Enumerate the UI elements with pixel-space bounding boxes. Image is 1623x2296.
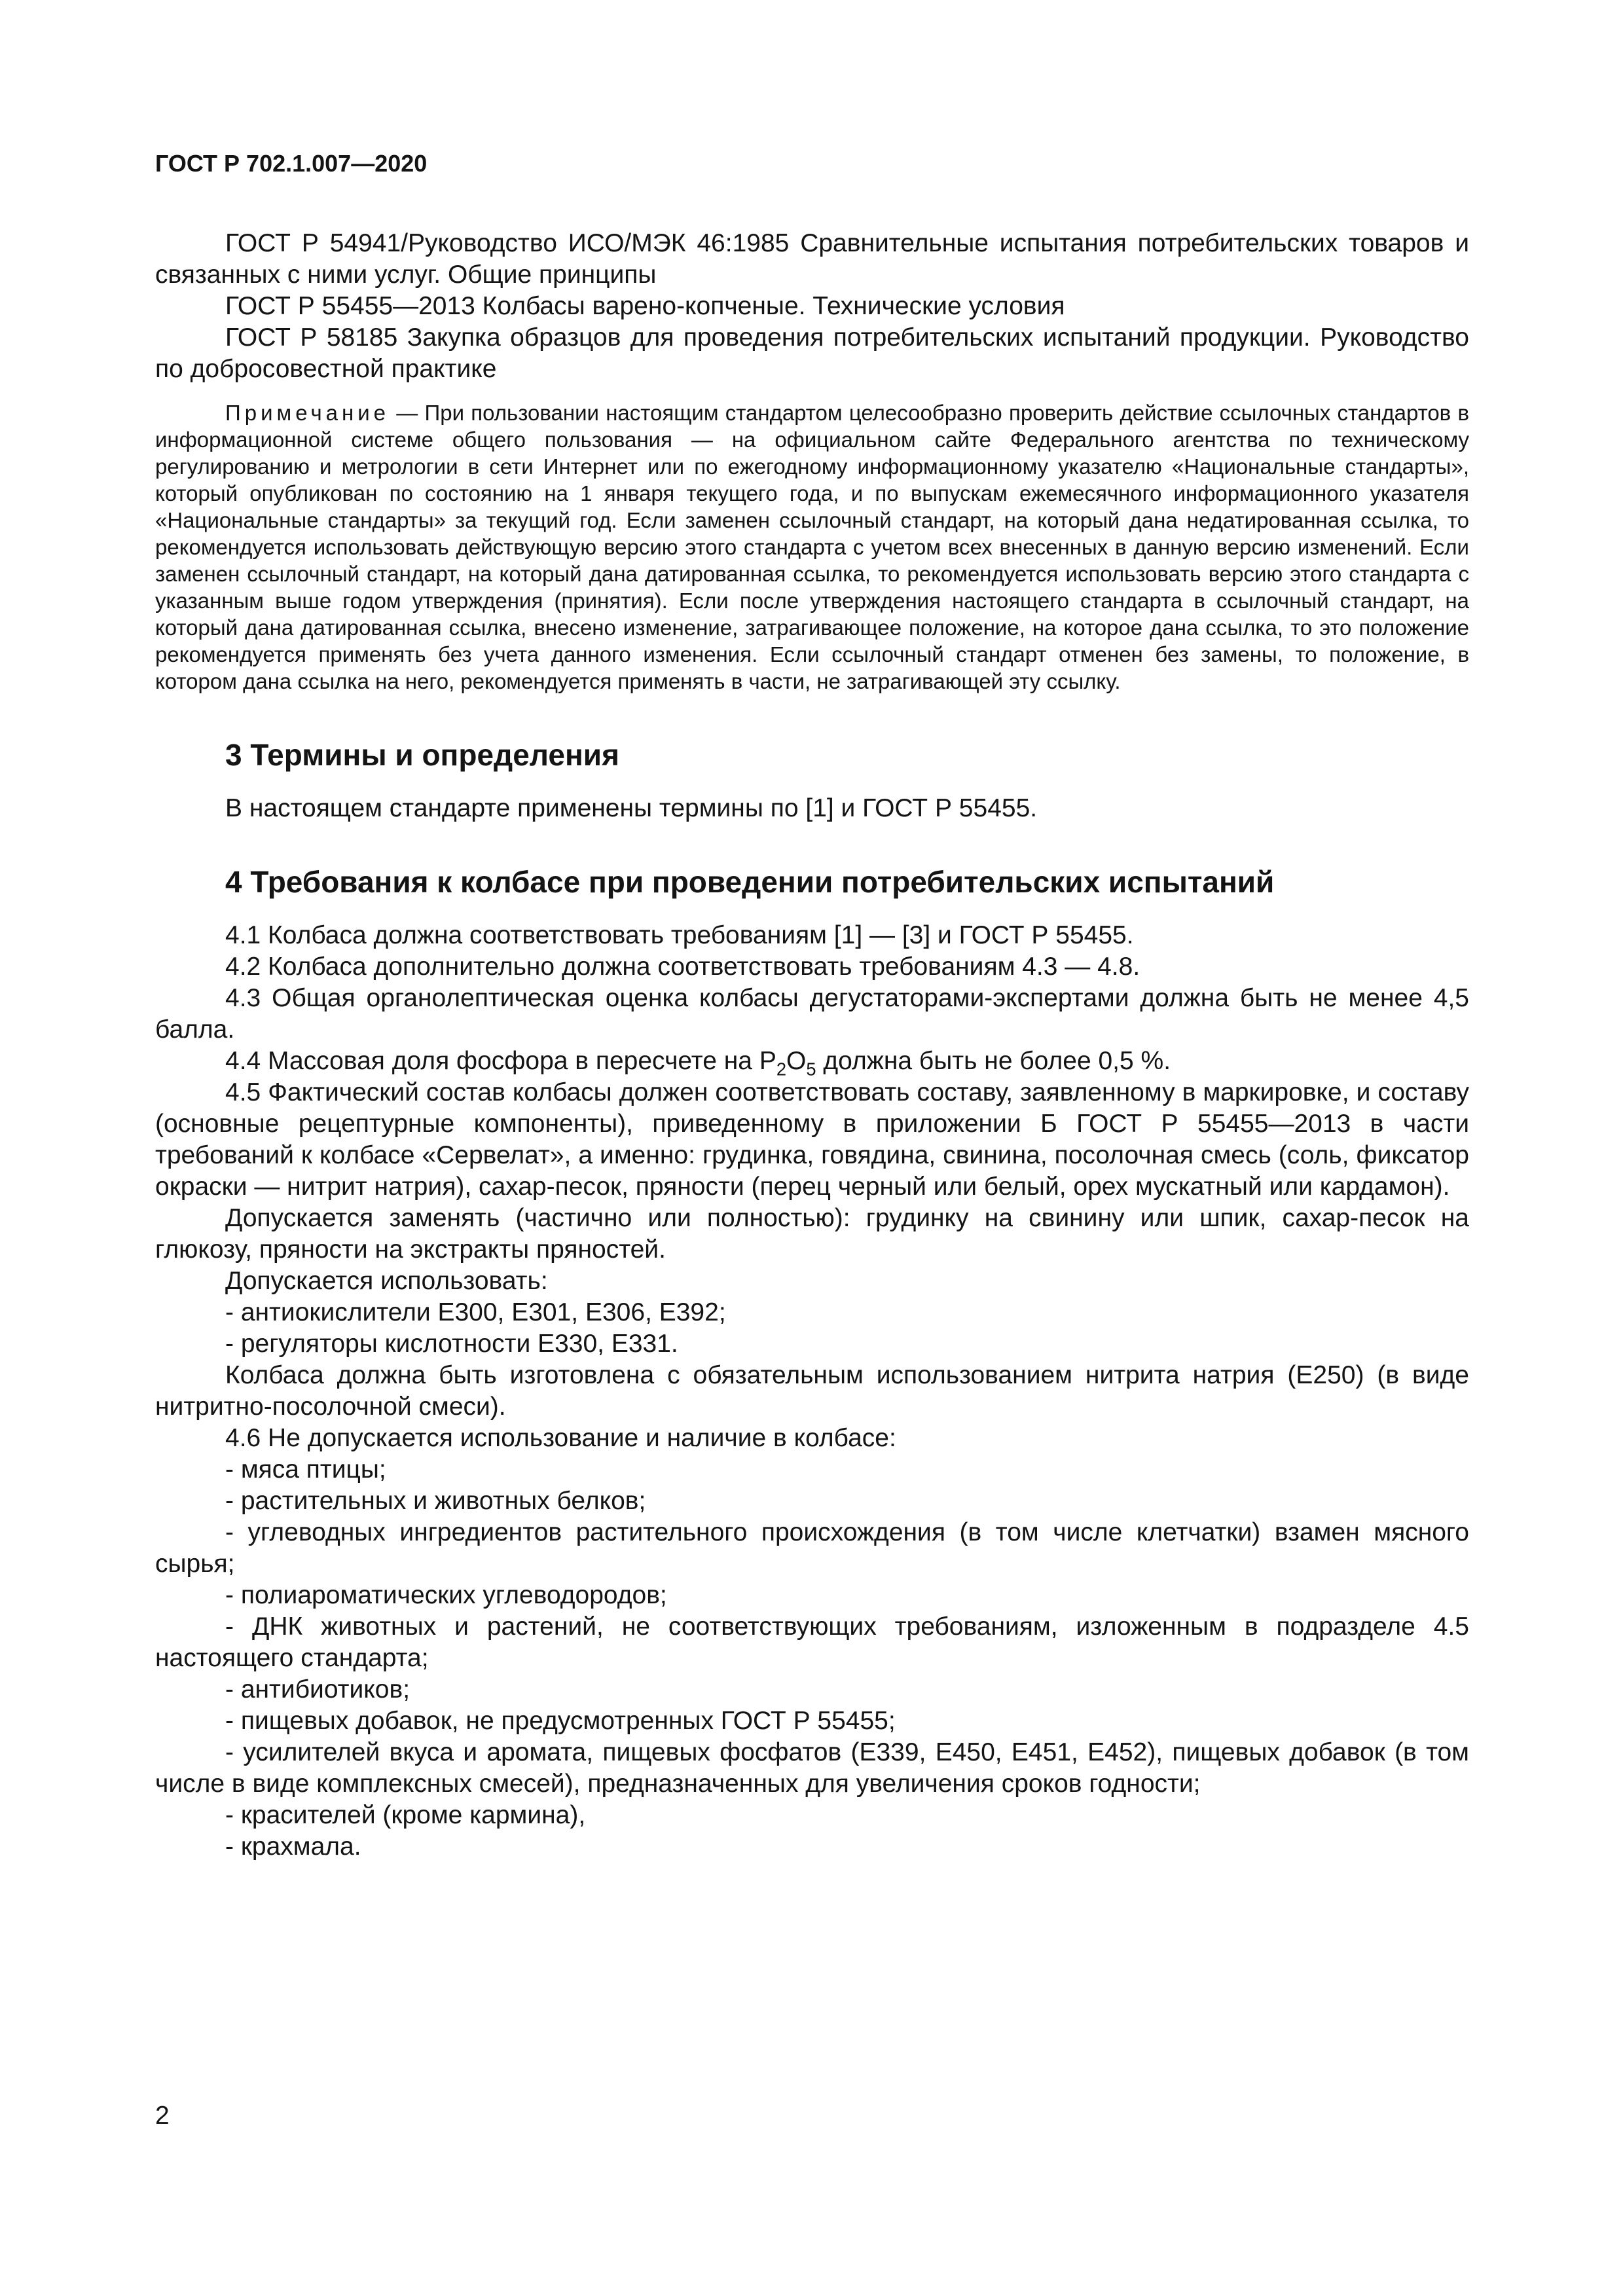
nitrite-paragraph: Колбаса должна быть изготовлена с обязательным использованием нитрита натрия (Е250) (в виде нитритно-посолочной смеси). — [155, 1361, 1469, 1421]
clause-4-1: 4.1 Колбаса должна соответствовать требованиям [1] — [3] и ГОСТ Р 55455. — [225, 921, 1134, 949]
formula-subscript: 5 — [806, 1059, 816, 1080]
list-item: - антиокислители Е300, Е301, Е306, Е392; — [225, 1298, 726, 1326]
replacement-paragraph: Допускается заменять (частично или полностью): грудинку на свинину или шпик, сахар-песок на глюкозу, пряности на экстракты пряностей. — [155, 1204, 1469, 1264]
list-item: - антибиотиков; — [225, 1675, 410, 1704]
clause-4-3: 4.3 Общая органолептическая оценка колбасы дегустаторами-экспертами должна быть не менее 4,5 балла. — [155, 984, 1469, 1044]
formula-subscript: 2 — [776, 1059, 787, 1080]
clause-4-4-before: 4.4 Массовая доля фосфора в пересчете на P — [225, 1047, 776, 1075]
list-item: - красителей (кроме кармина), — [225, 1801, 586, 1829]
list-item: - регуляторы кислотности Е330, Е331. — [225, 1330, 678, 1358]
list-item: - растительных и животных белков; — [225, 1487, 646, 1515]
reference-item: ГОСТ Р 55455—2013 Колбасы варено-копченые. Технические условия — [225, 292, 1065, 320]
clause-4-4-after: должна быть не более 0,5 %. — [816, 1047, 1171, 1075]
list-item: - полиароматических углеводородов; — [225, 1581, 667, 1609]
reference-item: ГОСТ Р 54941/Руководство ИСО/МЭК 46:1985 Сравнительные испытания потребительских товаров и связанных с ними услуг. Общие принципы — [155, 229, 1469, 289]
page-number: 2 — [155, 2102, 170, 2130]
note-text: — При пользовании настоящим стандартом целесообразно проверить действие ссылочных стандартов в информационной системе общего пользования — на официальном сайте Федерального агентства по техническому регулированию и метрологии в сети Интернет или по ежегодному информационному указателю «Национальные стандарты», который опубликован по состоянию на 1 января текущего года, и по выпускам ежемесячного информационного указателя «Национальные стандарты» за текущий год. Если заменен ссылочный стандарт, на который дана недатированная ссылка, то рекомендуется использовать действующую версию этого стандарта с учетом всех внесенных в данную версию изменений. Если заменен ссылочный стандарт, на который дана датированная ссылка, то рекомендуется использовать версию этого стандарта с указанным выше годом утверждения (принятия). Если после утверждения настоящего стандарта в ссылочный стандарт, на который дана датированная ссылка, внесено изменение, затрагивающее положение, на которое дана ссылка, то это положение рекомендуется применять без учета данного изменения. Если ссылочный стандарт отменен без замены, то положение, в котором дана ссылка на него, рекомендуется применять в части, не затрагивающей эту ссылку. — [155, 401, 1469, 693]
note-label: Примечание — [225, 401, 390, 425]
list-item: - усилителей вкуса и аромата, пищевых фосфатов (Е339, Е450, Е451, Е452), пищевых добавок (в том числе в виде комплексных смесей), предназначенных для увеличения сроков годности; — [155, 1738, 1469, 1798]
list-item: - крахмала. — [225, 1832, 361, 1861]
section-3-heading: 3 Термины и определения — [225, 738, 619, 772]
note-paragraph — [155, 399, 1469, 695]
list-item: - ДНК животных и растений, не соответствующих требованиям, изложенным в подразделе 4.5 настоящего стандарта; — [155, 1613, 1469, 1672]
document-page — [155, 149, 1469, 1863]
allowed-intro: Допускается использовать: — [225, 1267, 548, 1295]
list-item: - углеводных ингредиентов растительного происхождения (в том числе клетчатки) взамен мясного сырья; — [155, 1518, 1469, 1578]
list-item: - пищевых добавок, не предусмотренных ГОСТ Р 55455; — [225, 1707, 896, 1735]
document-code: ГОСТ Р 702.1.007—2020 — [155, 150, 428, 177]
list-item: - мяса птицы; — [225, 1455, 386, 1484]
reference-item: ГОСТ Р 58185 Закупка образцов для проведения потребительских испытаний продукции. Руководство по добросовестной практике — [155, 323, 1469, 383]
formula-oxygen: O — [786, 1047, 807, 1075]
clause-4-6: 4.6 Не допускается использование и наличие в колбасе: — [225, 1424, 896, 1452]
section-3-text: В настоящем стандарте применены термины по [1] и ГОСТ Р 55455. — [225, 794, 1038, 822]
section-4-heading: 4 Требования к колбасе при проведении потребительских испытаний — [225, 865, 1275, 899]
clause-4-2: 4.2 Колбаса дополнительно должна соответствовать требованиям 4.3 — 4.8. — [225, 953, 1140, 981]
clause-4-4 — [155, 1046, 1469, 1080]
clause-4-5: 4.5 Фактический состав колбасы должен соответствовать составу, заявленному в маркировке, и составу (основные рецептурные компоненты), приведенному в приложении Б ГОСТ Р 55455—2013 в части требований к колбасе «Сервелат», а именно: грудинка, говядина, свинина, посолочная смесь (соль, фиксатор окраски — нитрит натрия), сахар-песок, пряности (перец черный или белый, орех мускатный или кардамон). — [155, 1078, 1469, 1201]
